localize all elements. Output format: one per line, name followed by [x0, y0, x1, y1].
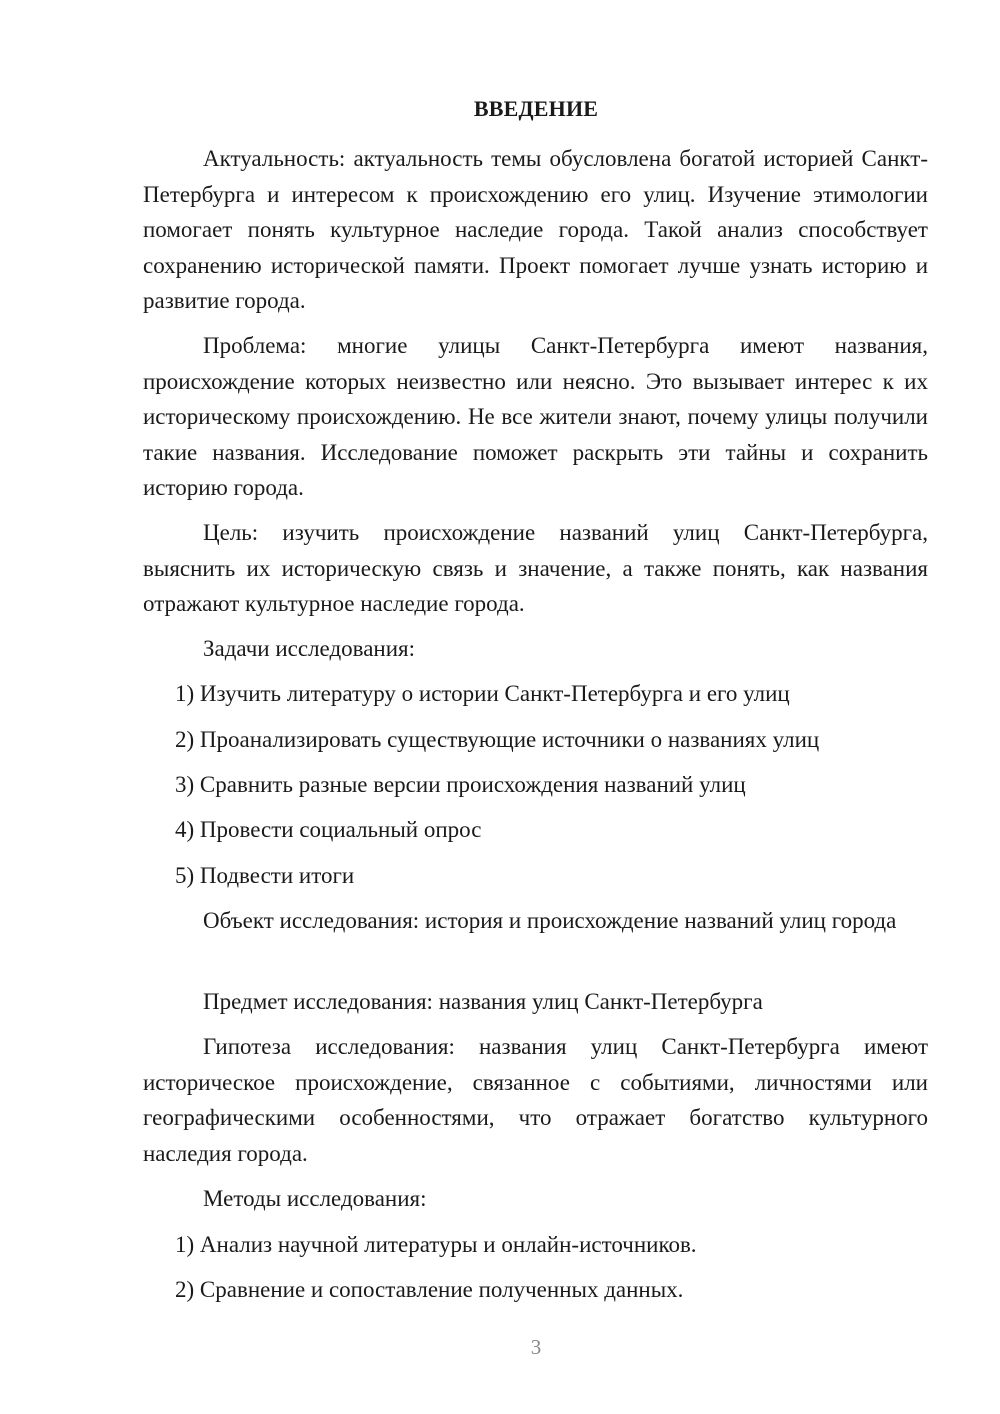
list-item: 2) Сравнение и сопоставление полученных данных.: [175, 1277, 684, 1302]
problem-paragraph: Проблема: многие улицы Санкт-Петербурга имеют названия, происхождение которых неизвестно или неясно. Это вызывает интерес к их историческому происхождению. Не все жители знают, почему улицы получили такие названия. Исследование поможет раскрыть эти тайны и сохранить историю города.: [143, 333, 928, 501]
goal-paragraph: Цель: изучить происхождение названий улиц Санкт-Петербурга, выяснить их историческую связь и значение, а также понять, как названия отражают культурное наследие города.: [143, 520, 928, 617]
list-item: 2) Проанализировать существующие источники о названиях улиц: [175, 727, 820, 752]
relevance-paragraph: Актуальность: актуальность темы обусловлена богатой историей Санкт-Петербурга и интересом к происхождению его улиц. Изучение этимологии помогает понять культурное наследие города. Такой анализ способствует сохранению исторической памяти. Проект помогает лучше узнать историю и развитие города.: [143, 146, 928, 314]
methods-heading: Методы исследования:: [203, 1186, 427, 1211]
object-paragraph: Объект исследования: история и происхождение названий улиц города: [203, 908, 897, 933]
subject-paragraph: Предмет исследования: названия улиц Санкт-Петербурга: [203, 989, 763, 1014]
list-item: 4) Провести социальный опрос: [175, 817, 482, 842]
hypothesis-paragraph: Гипотеза исследования: названия улиц Санкт-Петербурга имеют историческое происхождение, связанное с событиями, личностями или географическими особенностями, что отражает богатство культурного наследия города.: [143, 1034, 928, 1166]
list-item: 1) Анализ научной литературы и онлайн-источников.: [175, 1232, 697, 1257]
list-item: 1) Изучить литературу о истории Санкт-Петербурга и его улиц: [175, 681, 790, 706]
page-title: ВВЕДЕНИЕ: [473, 96, 599, 121]
page-number: 3: [530, 1335, 542, 1359]
list-item: 5) Подвести итоги: [175, 863, 355, 888]
list-item: 3) Сравнить разные версии происхождения названий улиц: [175, 772, 746, 797]
tasks-heading: Задачи исследования:: [203, 636, 416, 661]
